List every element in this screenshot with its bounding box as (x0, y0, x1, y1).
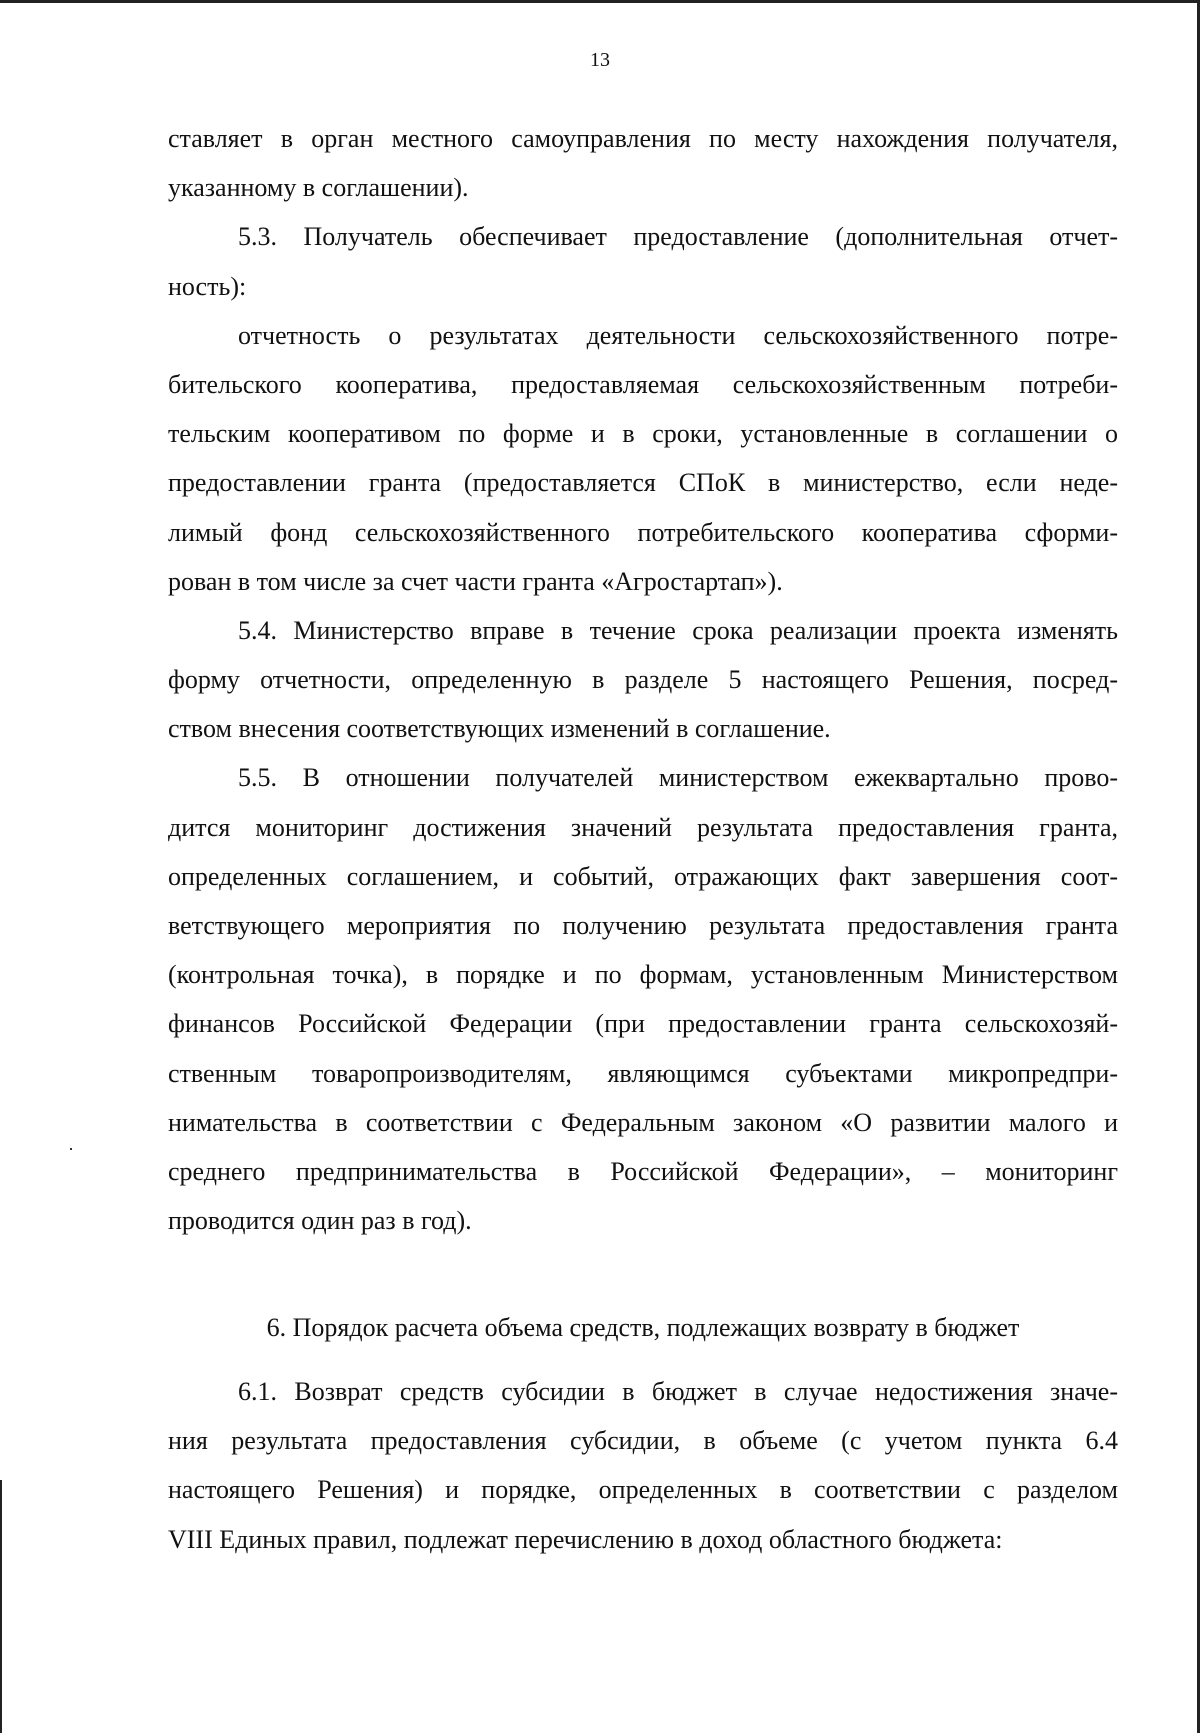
text-line: настоящего Решения) и порядке, определенных в соответствии с разделом (168, 1475, 1118, 1505)
text-line: ность): (168, 271, 247, 301)
scan-border-top (0, 0, 1200, 3)
text-line: ственным товаропроизводителям, являющимся субъектами микропредпри- (168, 1058, 1118, 1088)
scan-border-left (0, 1480, 2, 1733)
text-line: VIII Единых правил, подлежат перечислению в доход областного бюджета: (168, 1524, 1003, 1554)
text-line: лимый фонд сельскохозяйственного потребительского кооператива сформи- (168, 517, 1118, 547)
section-6-body (168, 1367, 1118, 1564)
scan-speck (70, 1148, 72, 1150)
paragraph-6-1-start: 6.1. Возврат средств субсидии в бюджет в случае недостижения значе- (238, 1377, 1118, 1406)
text-line: ставляет в орган местного самоуправления по месту нахождения получателя, (168, 124, 1118, 153)
text-line: бительского кооператива, предоставляемая сельскохозяйственным потреби- (168, 369, 1118, 399)
text-line: финансов Российской Федерации (при предоставлении гранта сельскохозяй- (168, 1009, 1118, 1039)
text-line: проводится один раз в год). (168, 1206, 472, 1236)
text-line: (контрольная точка), в порядке и по формам, установленным Министерством (168, 960, 1118, 990)
paragraph-5-5-start: 5.5. В отношении получателей министерством ежеквартально прово- (238, 763, 1118, 793)
text-line: тельским кооперативом по форме и в сроки, установленные в соглашении о (168, 419, 1118, 449)
text-line: ния результата предоставления субсидии, в объеме (с учетом пункта 6.4 (168, 1426, 1118, 1456)
text-line: дится мониторинг достижения значений результата предоставления гранта, (168, 812, 1118, 842)
text-line: нимательства в соответствии с Федеральным законом «О развитии малого и (168, 1107, 1118, 1137)
paragraph-reporting-start: отчетность о результатах деятельности сельскохозяйственного потре- (238, 320, 1118, 350)
text-line: ством внесения соответствующих изменений в соглашение. (168, 714, 831, 744)
page-number: 13 (590, 49, 610, 71)
text-line: указанному в соглашении). (168, 173, 469, 203)
text-line: среднего предпринимательства в Российской Федерации», – мониторинг (168, 1156, 1118, 1186)
text-line: форму отчетности, определенную в разделе 5 настоящего Решения, посред- (168, 665, 1118, 695)
text-line: рован в том числе за счет части гранта «Агростартап»). (168, 566, 783, 596)
paragraph-5-4-start: 5.4. Министерство вправе в течение срока реализации проекта изменять (238, 615, 1118, 645)
document-body (168, 114, 1118, 1245)
paragraph-5-3-start: 5.3. Получатель обеспечивает предоставление (дополнительная отчет- (238, 222, 1118, 252)
text-line: определенных соглашением, и событий, отражающих факт завершения соот- (168, 861, 1118, 891)
text-line: ветствующего мероприятия по получению результата предоставления гранта (168, 911, 1118, 940)
text-line: предоставлении гранта (предоставляется СПоК в министерство, если неде- (168, 468, 1118, 498)
section-6-heading: 6. Порядок расчета объема средств, подлежащих возврату в бюджет (266, 1313, 1020, 1342)
